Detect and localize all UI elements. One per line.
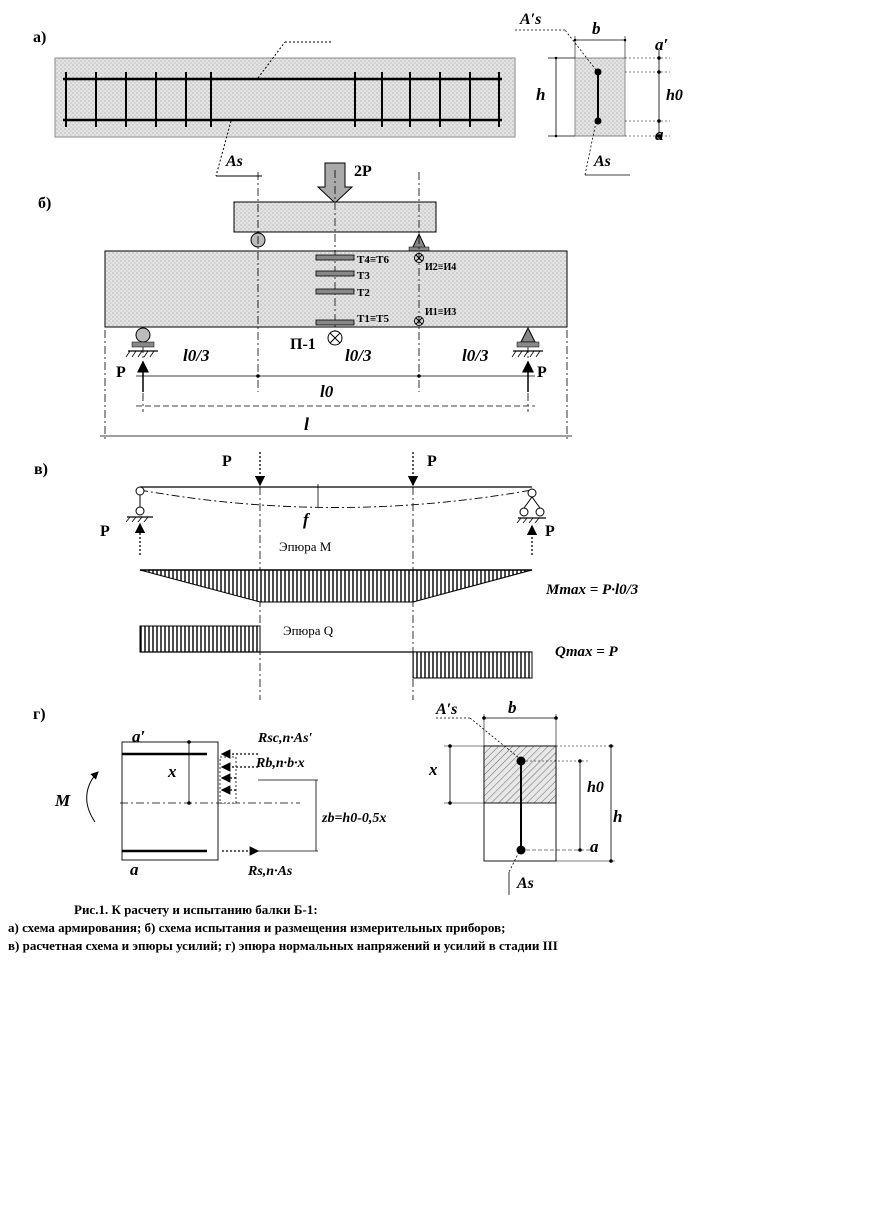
figure-caption-title: Рис.1. К расчету и испытанию балки Б-1: [74, 902, 318, 917]
label-h-a: h [536, 85, 546, 104]
indicator-I1-I3: И1≡И3 [425, 307, 457, 318]
force-Rsc: Rsc,n·As′ [258, 731, 313, 746]
label-As-prime-a: A′s [520, 11, 542, 28]
label-a-a: a [655, 125, 664, 144]
label-a-section-g: a [590, 837, 599, 856]
gauge-T4-T6: T4≡T6 [357, 254, 389, 266]
reaction-P-right: P [537, 364, 547, 381]
panel-label-g: г) [33, 706, 46, 723]
force-Rs: Rs,n·As [248, 864, 293, 879]
reaction-P-v-right: P [545, 523, 555, 540]
label-As-prime-g: A′s [436, 701, 458, 718]
panel-a-section [515, 11, 683, 175]
label-As-section-a: As [594, 153, 611, 170]
span-third-2: l0/3 [345, 346, 372, 365]
label-x-section: x [429, 760, 438, 779]
label-a-g: a [130, 860, 139, 879]
panel-a-beam [55, 42, 515, 176]
gauge-T1-T5: T1≡T5 [357, 313, 389, 325]
figure-caption-line-3: в) расчетная схема и эпюры усилий; г) эпюра нормальных напряжений и усилий в стадии III [8, 938, 558, 953]
shear-diagram-title: Эпюра Q [283, 623, 334, 638]
panel-label-v: в) [34, 461, 48, 478]
panel-label-b: б) [38, 195, 52, 212]
label-b-a: b [592, 19, 601, 38]
span-third-3: l0/3 [462, 346, 489, 365]
label-x-g: x [168, 762, 177, 781]
label-b-g: b [508, 698, 517, 717]
moment-diagram-title: Эпюра M [279, 539, 332, 554]
panel-v-diagrams [100, 452, 639, 700]
label-a-prime: a′ [655, 35, 669, 54]
label-h0-a: h0 [666, 87, 683, 104]
gauge-T2: T2 [357, 287, 370, 299]
deflection-f: f [303, 510, 309, 529]
figure-caption-line-2: а) схема армирования; б) схема испытания и размещения измерительных приборов; [8, 920, 506, 935]
Qmax-label: Qmax = P [555, 644, 618, 660]
panel-b-test-setup [100, 163, 572, 440]
label-l: l [304, 414, 310, 434]
span-third-1: l0/3 [183, 346, 210, 365]
load-2P: 2P [354, 163, 372, 180]
force-Rb: Rb,n·b·x [256, 756, 305, 771]
indicator-I2-I4: И2≡И4 [425, 262, 457, 273]
label-As-a: As [226, 153, 243, 170]
reaction-P-left: P [116, 364, 126, 381]
panel-g-section [428, 698, 622, 895]
lever-arm-zb: zb=h0-0,5x [322, 811, 387, 826]
reaction-P-v-left: P [100, 523, 110, 540]
load-P-left: P [222, 453, 232, 470]
panel-label-a: а) [33, 29, 47, 46]
moment-M: M [55, 791, 71, 810]
panel-g-stress [54, 727, 386, 879]
load-P-right: P [427, 453, 437, 470]
deflectometer-P1: П-1 [290, 336, 316, 353]
gauge-T3: T3 [357, 270, 370, 282]
label-h0-g: h0 [587, 779, 604, 796]
label-l0: l0 [320, 382, 334, 401]
label-As-section-g: As [517, 875, 534, 892]
label-a-prime-g: a′ [132, 727, 146, 746]
Mmax-label: Mmax = P·l0/3 [546, 582, 639, 598]
label-h-g: h [613, 807, 623, 826]
